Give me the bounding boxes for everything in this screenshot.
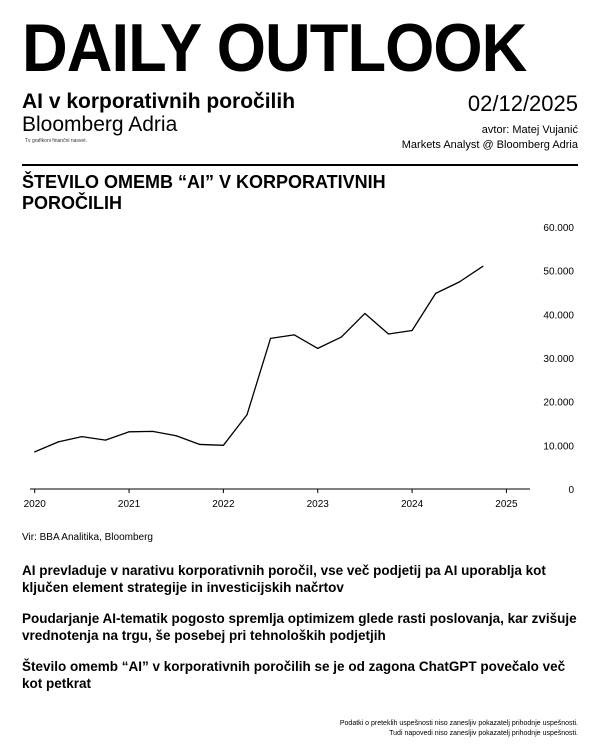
data-point [246,414,247,415]
data-point [34,451,35,452]
data-point [223,445,224,446]
data-point [317,348,318,349]
brand-name: Bloomberg Adria [22,113,178,136]
data-point [294,334,295,335]
disclaimer-line-1: Podatki o preteklih uspešnosti niso zanesljiv pokazatelj prihodnje uspešnosti. [339,720,578,727]
y-tick-label: 60.000 [543,223,574,234]
data-point [341,336,342,337]
data-point [58,441,59,442]
data-point [81,436,82,437]
data-point [128,431,129,432]
data-point [270,338,271,339]
key-point-2: Poudarjanje AI-tematik pogosto spremlja optimizem glede rasti poslovanja, kar zvišuje vrednotenja na trgu, še posebej pri tehnoloških podjetjih [22,611,577,643]
data-point [459,281,460,282]
report-topic: AI v korporativnih poročilih [22,90,296,113]
data-point [152,431,153,432]
key-points [22,562,578,706]
y-tick-label: 0 [568,485,574,496]
report-date: 02/12/2025 [467,91,578,116]
header-divider [22,164,578,166]
x-tick-label: 2024 [400,499,424,510]
author-name: avtor: Matej Vujanić [481,124,578,136]
data-point [435,293,436,294]
key-point-1: AI prevladuje v narativu korporativnih poročil, vse več podjetij pa AI uporablja kot ključen element strategije in investicijskih načrtov [22,563,546,595]
x-tick-label: 2021 [117,499,141,510]
author-block [402,123,578,153]
data-point [364,313,365,314]
disclaimer [340,719,578,739]
y-tick-label: 10.000 [543,441,574,453]
chart-title: ŠTEVILO OMEMB “AI” V KORPORATIVNIH POROČILIH [22,172,386,213]
series-line [35,266,483,452]
disclaimer-line-2: Tudi napovedi niso zanesljiv pokazatelj prihodnje uspešnosti. [389,730,578,737]
data-point [388,333,389,334]
data-point [105,439,106,440]
chart-svg [22,215,578,515]
y-tick-label: 40.000 [543,310,574,322]
author-role: Markets Analyst @ Bloomberg Adria [401,139,578,151]
data-point [176,435,177,436]
data-point [411,330,412,331]
line-chart [22,215,578,520]
key-point-3: Število omemb “AI” v korporativnih poročilih se je od zagona ChatGPT povečalo več kot petkrat [22,659,566,691]
x-tick-label: 2023 [306,499,329,510]
data-point [199,444,200,445]
data-point [482,266,483,267]
x-tick-label: 2022 [212,499,235,510]
y-tick-label: 30.000 [543,354,574,365]
chart-source: Vir: BBA Analitika, Bloomberg [22,532,153,543]
y-tick-label: 50.000 [543,266,574,278]
x-tick-label: 2020 [23,499,46,510]
tagline: Tv grafikoni finančni nasvet. [25,138,87,144]
x-tick-label: 2025 [495,499,518,510]
masthead-title: DAILY OUTLOOK [22,10,527,86]
y-tick-label: 20.000 [543,397,574,409]
